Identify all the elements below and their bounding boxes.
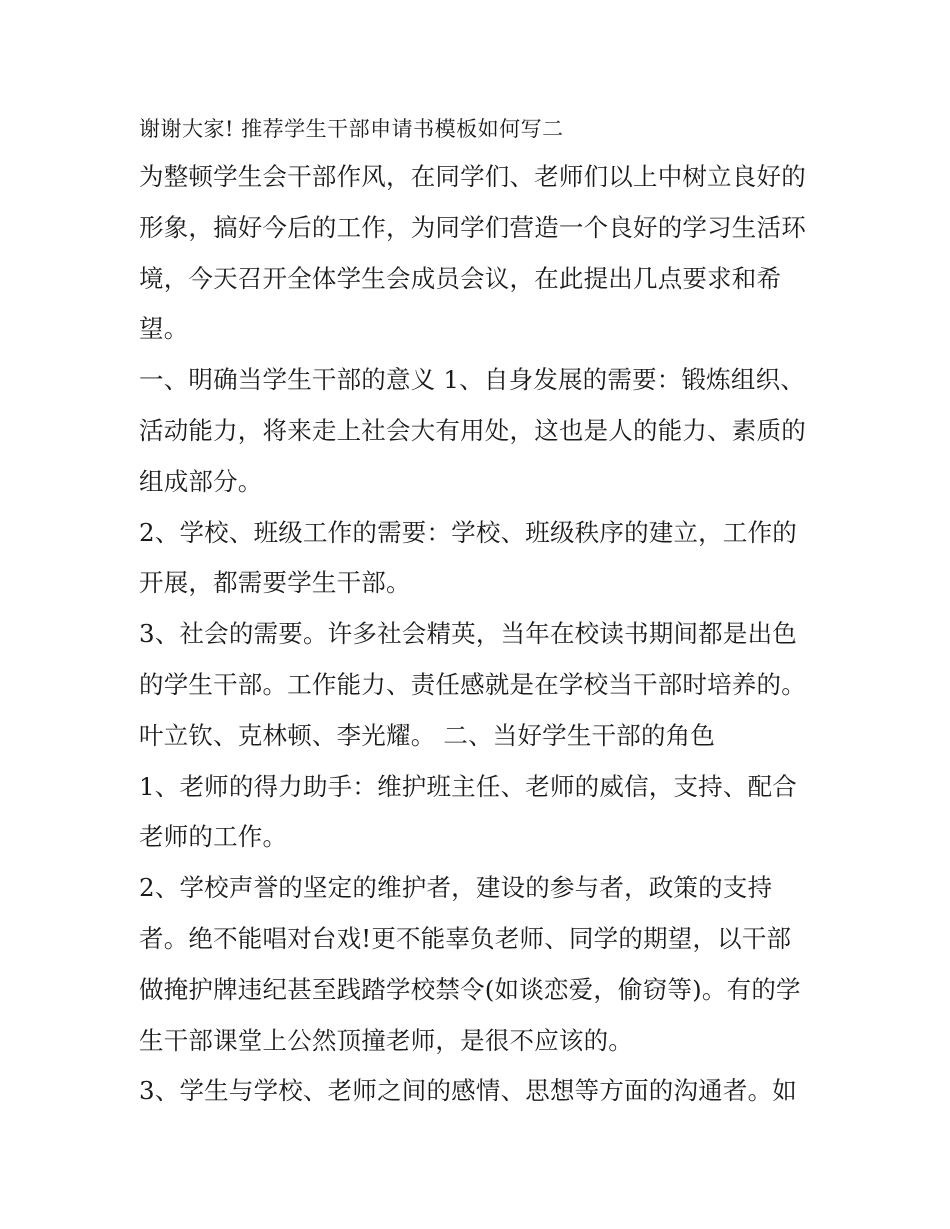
text-line: 生干部课堂上公然顶撞老师，是很不应该的。 — [139, 1025, 633, 1055]
text-line: 3、社会的需要。许多社会精英，当年在校读书期间都是出色 — [139, 619, 797, 649]
text-line: 为整顿学生会干部作风，在同学们、老师们以上中树立良好的 — [139, 162, 806, 191]
text-line: 老师的工作。 — [139, 822, 288, 852]
text-line: 的学生干部。工作能力、责任感就是在学校当干部时培养的。 — [139, 669, 806, 699]
text-line: 2、学校、班级工作的需要：学校、班级秩序的建立，工作的 — [139, 517, 797, 547]
text-line: 叶立钦、克林顿、李光耀。 二、当好学生干部的角色 — [139, 720, 716, 750]
text-line-title: 谢谢大家! 推荐学生干部申请书模板如何写二 — [139, 117, 564, 141]
text-line: 做掩护牌违纪甚至践踏学校禁令(如谈恋爱，偷窃等)。有的学 — [139, 974, 801, 1004]
text-line: 形象，搞好今后的工作，为同学们营造一个良好的学习生活环 — [139, 212, 806, 242]
text-line: 开展，都需要学生干部。 — [139, 568, 411, 598]
text-line: 组成部分。 — [139, 466, 263, 496]
text-line: 望。 — [139, 314, 189, 344]
text-line: 一、明确当学生干部的意义 1、自身发展的需要：锻炼组织、 — [139, 365, 805, 395]
text-line: 境，今天召开全体学生会成员会议，在此提出几点要求和希 — [139, 263, 782, 293]
document-body — [139, 106, 829, 1117]
text-line: 3、学生与学校、老师之间的感情、思想等方面的沟通者。如 — [139, 1076, 797, 1106]
text-line: 2、学校声誉的坚定的维护者，建设的参与者，政策的支持 — [139, 873, 773, 903]
text-line: 1、老师的得力助手：维护班主任、老师的威信，支持、配合 — [139, 771, 797, 801]
text-line: 者。绝不能唱对台戏!更不能辜负老师、同学的期望，以干部 — [139, 923, 792, 953]
text-line: 活动能力，将来走上社会大有用处，这也是人的能力、素质的 — [139, 415, 806, 445]
